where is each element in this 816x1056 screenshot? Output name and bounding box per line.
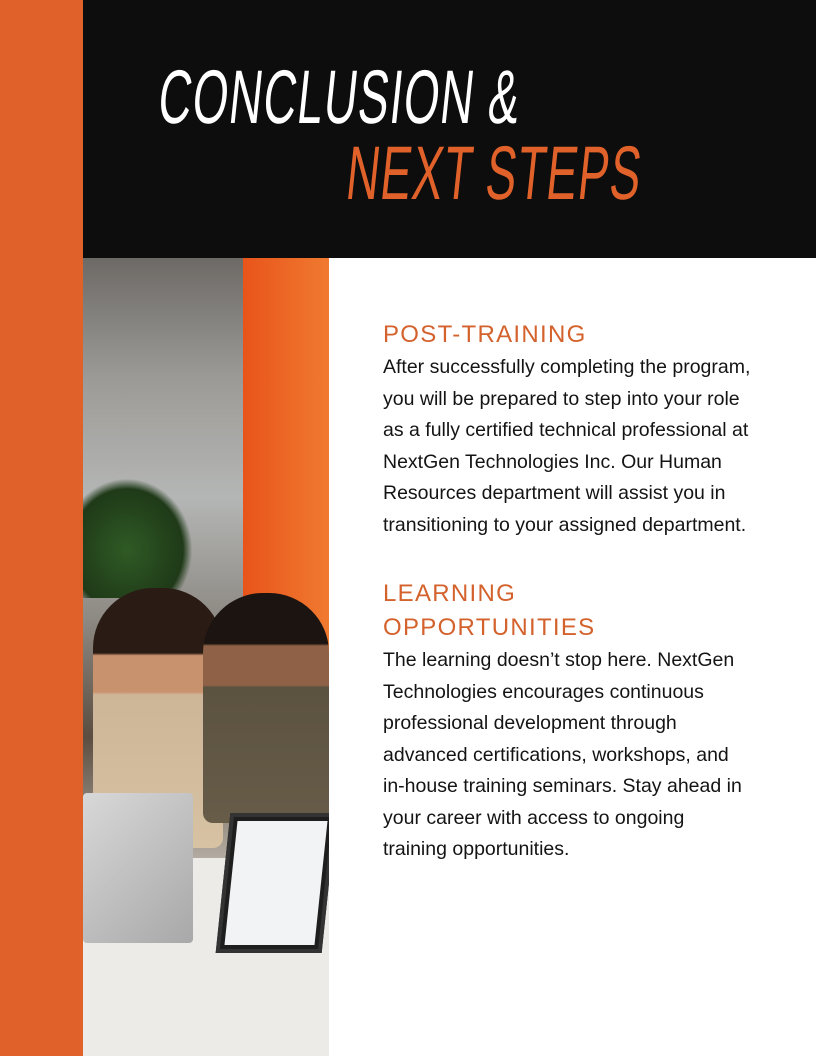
plant bbox=[83, 478, 193, 598]
page-title-line1: CONCLUSION & bbox=[154, 55, 526, 140]
page-title-line2: NEXT STEPS bbox=[342, 131, 647, 216]
section-body: After successfully completing the program, you will be prepared to step into your role as a fully certified technical professional at NextGen Technologies Inc. Our Human Resources department will assist you in transitioning to your assigned department. bbox=[383, 356, 751, 536]
laptop-screen bbox=[216, 813, 329, 953]
person-man bbox=[203, 593, 329, 823]
office-photo bbox=[83, 258, 329, 1056]
content bbox=[383, 318, 753, 902]
header bbox=[83, 0, 816, 258]
section-heading: LEARNING OPPORTUNITIES bbox=[383, 580, 596, 641]
accent-strip bbox=[0, 0, 83, 1056]
section-heading: POST-TRAINING bbox=[383, 321, 587, 348]
section-body: The learning doesn’t stop here. NextGen Technologies encourages continuous professional development through advanced certifications, workshops, and in-house training seminars. Stay ahead in your career with access to ongoing training opportunities. bbox=[383, 649, 742, 860]
laptop bbox=[83, 793, 193, 943]
